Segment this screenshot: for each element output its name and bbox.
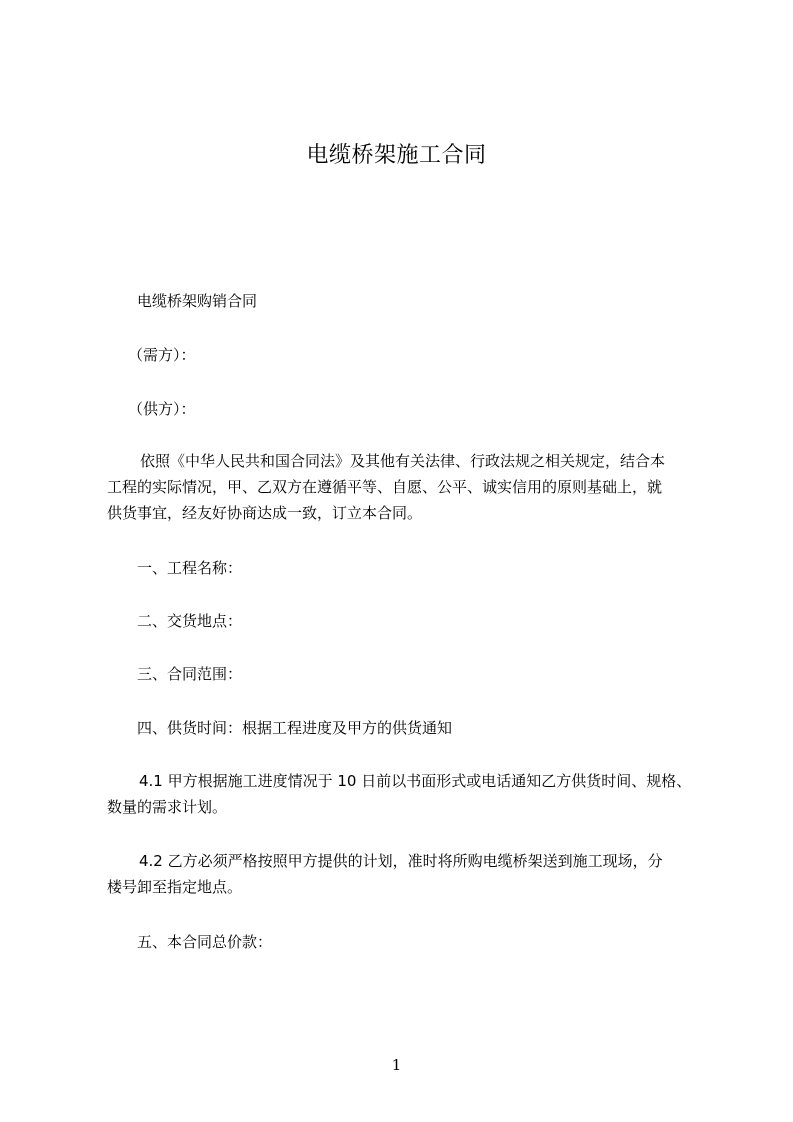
- page-number: 1: [391, 1056, 402, 1074]
- preamble-line-2: 工程的实际情况，甲、乙双方在遵循平等、自愿、公平、诚实信用的原则基础上，就: [107, 478, 663, 496]
- clause-4-1-line-2: 数量的需求计划。: [107, 798, 228, 816]
- clause-4-1: [107, 768, 707, 820]
- clause-4-2-line-2: 楼号卸至指定地点。: [107, 878, 243, 896]
- preamble-line-1: 依照《中华人民共和国合同法》及其他有关法律、行政法规之相关规定，结合本: [140, 452, 666, 470]
- section-2-delivery-location: 二、交货地点：: [137, 612, 243, 630]
- section-1-project-name: 一、工程名称：: [137, 559, 243, 577]
- section-5-total-price: 五、本合同总价款：: [137, 933, 273, 951]
- section-3-contract-scope: 三、合同范围：: [137, 665, 243, 683]
- contract-subtitle: 电缆桥架购销合同: [137, 292, 258, 310]
- clause-4-1-line-1: 4.1 甲方根据施工进度情况于 10 日前以书面形式或电话通知乙方供货时间、规格、: [139, 772, 692, 790]
- buyer-label: （需方）：: [128, 346, 196, 364]
- preamble-paragraph: [107, 448, 707, 526]
- seller-label: （供方）：: [128, 400, 196, 418]
- preamble-line-3: 供货事宜，经友好协商达成一致，订立本合同。: [107, 504, 423, 522]
- clause-4-2-line-1: 4.2 乙方必须严格按照甲方提供的计划，准时将所购电缆桥架送到施工现场，分: [139, 852, 663, 870]
- section-4-supply-time: 四、供货时间：根据工程进度及甲方的供货通知: [137, 719, 453, 737]
- document-title: 电缆桥架施工合同: [306, 143, 487, 168]
- clause-4-2: [107, 848, 707, 900]
